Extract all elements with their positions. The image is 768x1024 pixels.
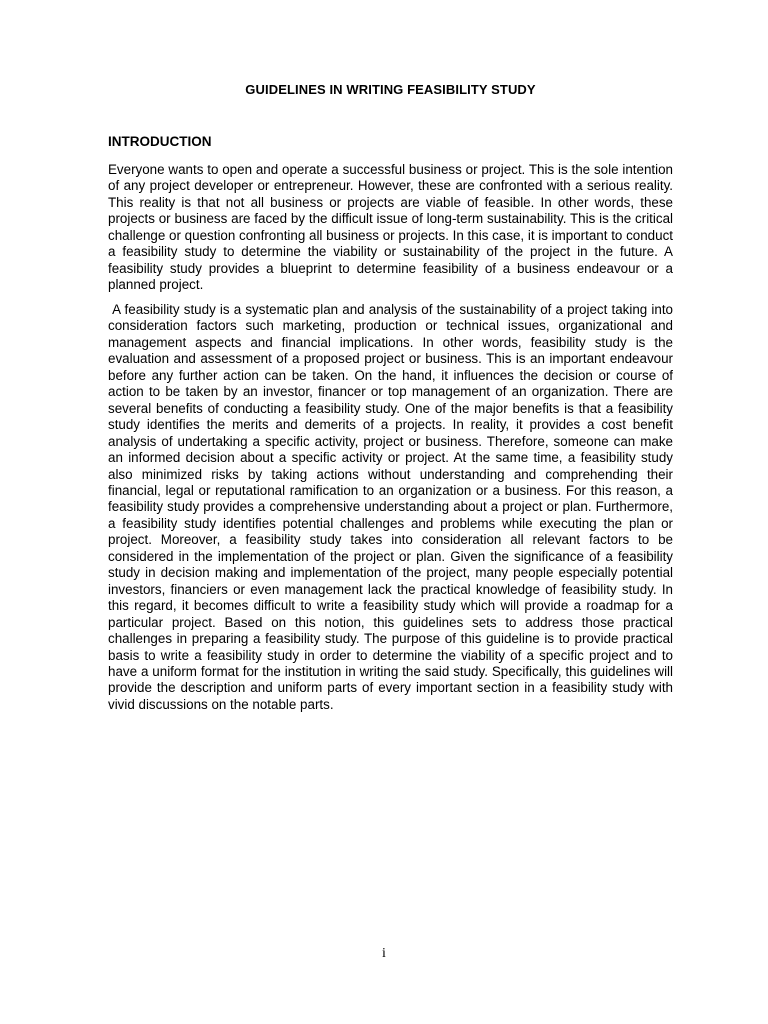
page-number: i: [382, 946, 386, 961]
document-title: GUIDELINES IN WRITING FEASIBILITY STUDY: [245, 82, 536, 97]
body-paragraph: A feasibility study is a systematic plan and analysis of the sustainability of a project taking into consideration factors such marketing, production or technical issues, organizational and management aspects and financial implications. In other words, feasibility study is the evaluation and assessment of a proposed project or business. This is an important endeavour before any further action can be taken. On the hand, it influences the decision or course of action to be taken by an investor, financer or top management of an organization. There are several benefits of conducting a feasibility study. One of the major benefits is that a feasibility study identifies the merits and demerits of a projects. In reality, it provides a cost benefit analysis of undertaking a specific activity, project or business. Therefore, someone can make an informed decision about a specific activity or project. At the same time, a feasibility study also minimized risks by taking actions without understanding and comprehending their financial, legal or reputational ramification to an organization or a business. For this reason, a feasibility study provides a comprehensive understanding about a project or plan. Furthermore, a feasibility study identifies potential challenges and problems while executing the plan or project. Moreover, a feasibility study takes into consideration all relevant factors to be considered in the implementation of the project or plan. Given the significance of a feasibility study in decision making and implementation of the project, many people especially potential investors, financiers or even management lack the practical knowledge of feasibility study. In this regard, it becomes difficult to write a feasibility study which will provide a roadmap for a particular project. Based on this notion, this guidelines sets to address those practical challenges in preparing a feasibility study. The purpose of this guideline is to provide practical basis to write a feasibility study in order to determine the viability of a specific project and to have a uniform format for the institution in writing the said study. Specifically, this guidelines will provide the description and uniform parts of every important section in a feasibility study with vivid discussions on the notable parts.: [108, 302, 677, 712]
section-heading-introduction: INTRODUCTION: [108, 134, 212, 149]
body-paragraph: Everyone wants to open and operate a successful business or project. This is the sole intention of any project developer or entrepreneur. However, these are confronted with a serious reality. This reality is that not all business or projects are viable of feasible. In other words, these projects or business are faced by the difficult issue of long-term sustainability. This is the critical challenge or question confronting all business or projects. In this case, it is important to conduct a feasibility study to determine the viability or sustainability of the project in the future. A feasibility study provides a blueprint to determine feasibility of a business endeavour or a planned project.: [108, 162, 677, 293]
